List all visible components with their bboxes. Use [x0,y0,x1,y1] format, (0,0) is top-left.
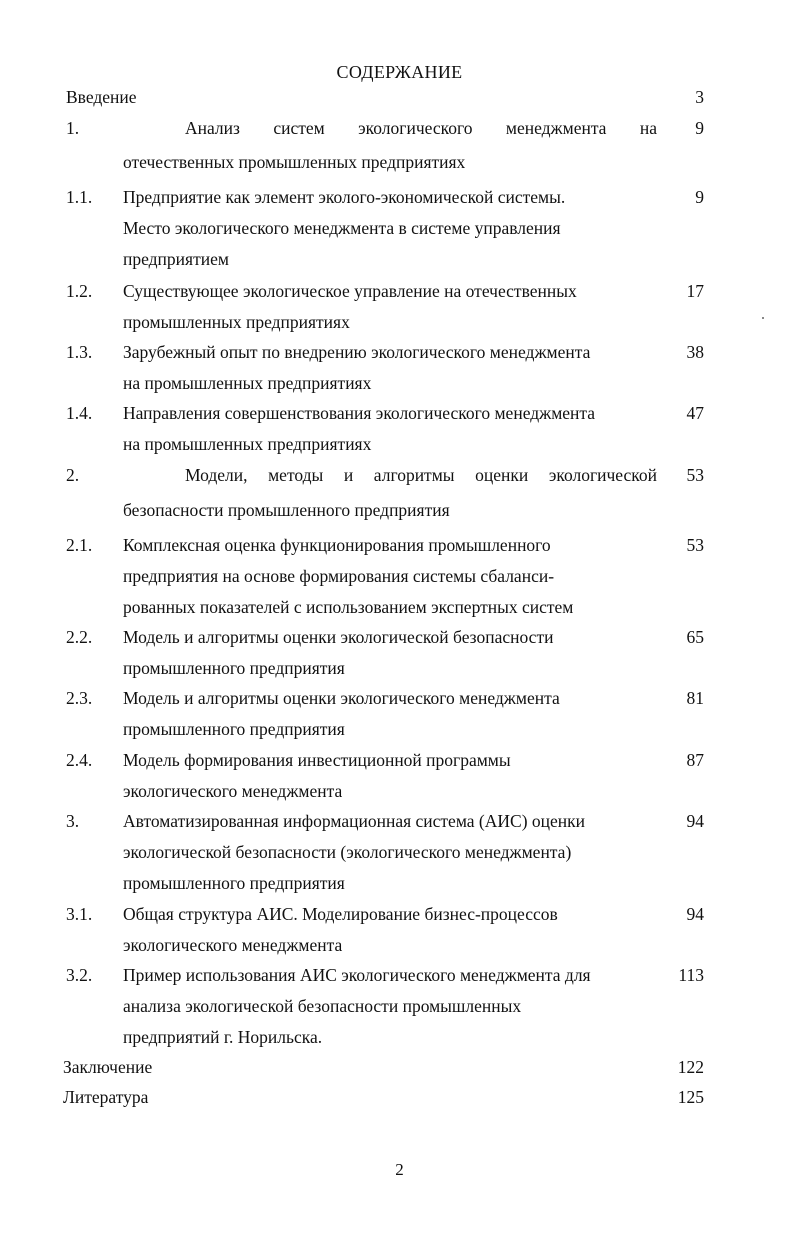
toc-entry-page: 94 [686,811,704,831]
toc-entry-line: Автоматизированная информационная система (АИС) оценки [123,811,586,831]
toc-entry-number: 1.2. [66,281,93,301]
toc-entry-number: 1.4. [66,403,93,423]
toc-entry-page: 94 [686,904,704,924]
toc-entry-line: на промышленных предприятиях [123,434,372,454]
toc-entry-page: 87 [686,750,704,770]
toc-entry-number: 3.1. [66,904,93,924]
toc-entry-line: промышленного предприятия [123,719,345,739]
toc-entry-line: промышленного предприятия [123,873,345,893]
toc-entry-line: на промышленных предприятиях [123,373,372,393]
toc-entry-line: Предприятие как элемент эколого-экономической системы. [123,187,566,207]
toc-conclusion-page: 122 [677,1057,704,1077]
toc-entry-line: Направления совершенствования экологического менеджмента [123,403,596,423]
toc-entry-line: анализа экологической безопасности промышленных [123,996,522,1016]
toc-entry-line: Пример использования АИС экологического менеджмента для [123,965,591,985]
toc-entry-line: Анализ систем экологического менеджмента на [185,118,657,138]
toc-entry-page: 113 [678,965,704,985]
toc-entry-page: 9 [695,118,704,138]
toc-entry-number: 2.1. [66,535,93,555]
toc-entry-line: предприятий г. Норильска. [123,1027,323,1047]
toc-entry-line: Модель формирования инвестиционной программы [123,750,511,770]
toc-entry-number: 2.4. [66,750,93,770]
scan-artifact [762,317,764,319]
toc-entry-line: Модель и алгоритмы оценки экологической безопасности [123,627,554,647]
toc-entry-line: Модели, методы и алгоритмы оценки экологической [185,465,657,485]
toc-entry-page: 47 [686,403,704,423]
toc-entry-number: 3. [66,811,80,831]
toc-entry-line: отечественных промышленных предприятиях [123,152,466,172]
toc-entry-number: 3.2. [66,965,93,985]
toc-intro-page: 3 [695,87,704,107]
toc-entry-page: 53 [686,465,704,485]
toc-literature-label: Литература [63,1087,149,1107]
toc-entry-number: 1.1. [66,187,93,207]
page-number: 2 [395,1160,404,1179]
toc-entry-line: Комплексная оценка функционирования промышленного [123,535,551,555]
toc-entry-page: 38 [686,342,704,362]
toc-intro-label: Введение [66,87,137,107]
toc-literature-page: 125 [677,1087,704,1107]
toc-entry-page: 17 [686,281,704,301]
toc-entry-line: безопасности промышленного предприятия [123,500,450,520]
toc-entry-line: промышленного предприятия [123,658,345,678]
toc-entry-line: экологического менеджмента [123,781,343,801]
toc-entry-number: 2.3. [66,688,93,708]
toc-entry-number: 1. [66,118,80,138]
toc-entry-line: Существующее экологическое управление на отечественных [123,281,577,301]
toc-entry-line: Место экологического менеджмента в системе управления [123,218,561,238]
toc-conclusion-label: Заключение [63,1057,153,1077]
toc-entry-number: 2. [66,465,80,485]
toc-entry-page: 53 [686,535,704,555]
toc-entry-line: рованных показателей с использованием экспертных систем [123,597,574,617]
toc-entry-line: промышленных предприятиях [123,312,350,332]
toc-entry-line: предприятием [123,249,229,269]
toc-entry-page: 65 [686,627,704,647]
toc-entry-line: Зарубежный опыт по внедрению экологического менеджмента [123,342,591,362]
toc-entry-page: 9 [695,187,704,207]
toc-entry-line: предприятия на основе формирования системы сбаланси- [123,566,555,586]
toc-entry-line: Модель и алгоритмы оценки экологического менеджмента [123,688,560,708]
toc-entry-line: экологической безопасности (экологического менеджмента) [123,842,572,862]
toc-title: СОДЕРЖАНИЕ [336,62,463,82]
toc-entry-number: 1.3. [66,342,93,362]
toc-entry-line: экологического менеджмента [123,935,343,955]
toc-entry-line: Общая структура АИС. Моделирование бизнес-процессов [123,904,558,924]
toc-entry-page: 81 [686,688,704,708]
toc-entry-number: 2.2. [66,627,93,647]
